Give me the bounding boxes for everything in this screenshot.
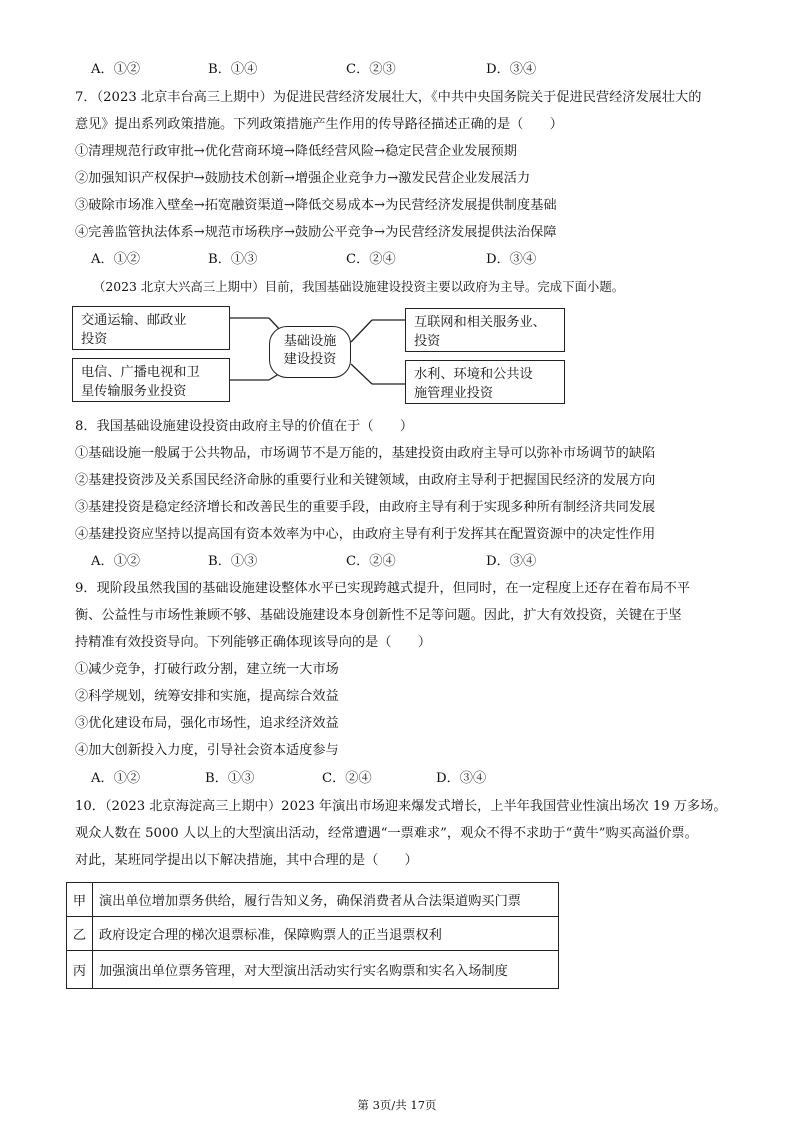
option-a[interactable]: A．①② [91, 771, 141, 786]
option-d[interactable]: D．③④ [486, 62, 537, 77]
q7-stem-line1: 7．（2023 北京丰台高三上期中）为促进民营经济发展壮大，《中共中央国务院关于促进民营经济发展壮大的 [75, 90, 702, 105]
option-b[interactable]: B．①③ [208, 554, 258, 569]
table-row [67, 951, 559, 989]
box-line: 施管理业投资 [414, 386, 494, 401]
q7-item-1: ①清理规范行政审批→优化营商环境→降低经营风险→稳定民营企业发展预期 [75, 144, 517, 159]
row-key: 乙 [67, 917, 93, 951]
table-row [67, 917, 559, 951]
row-text: 政府设定合理的梯次退票标准，保障购票人的正当退票权利 [93, 917, 559, 951]
box-internet-services [405, 308, 565, 352]
q9-item-4: ④加大创新投入力度，引导社会资本适度参与 [75, 743, 339, 758]
box-line: 水利、环境和公共设 [414, 367, 533, 382]
option-d[interactable]: D．③④ [486, 554, 537, 569]
q9-stem-line1: 9．现阶段虽然我国的基础设施建设整体水平已实现跨越式提升，但同时，在一定程度上还存在着布局不平 [75, 581, 691, 596]
option-b[interactable]: B．①④ [208, 62, 258, 77]
q7-item-2: ②加强知识产权保护→鼓励技术创新→增强企业竞争力→激发民营企业发展活力 [75, 171, 531, 186]
box-line: 交通运输、邮政业 [81, 313, 187, 328]
option-c[interactable]: C．②④ [346, 252, 396, 267]
option-c[interactable]: C．②④ [322, 771, 372, 786]
q7-item-3: ③破除市场准入壁垒→拓宽融资渠道→降低交易成本→为民营经济发展提供制度基础 [75, 198, 557, 213]
measures-table [66, 882, 559, 989]
q9-options [91, 770, 551, 788]
prev-options [91, 61, 551, 79]
q10-stem-line1: 10．（2023 北京海淀高三上期中）2023 年演出市场迎来爆发式增长，上半年我国营业性演出场次 19 万多场。 [75, 799, 727, 814]
q8-item-2: ②基建投资涉及关系国民经济命脉的重要行业和关键领域，由政府主导利于把握国民经济的发展方向 [75, 473, 656, 488]
center-line: 建设投资 [283, 352, 337, 367]
box-telecom-broadcast [72, 358, 230, 402]
box-line: 星传输服务业投资 [81, 384, 187, 399]
q7-item-4: ④完善监管执法体系→规范市场秩序→鼓励公平竞争→为民营经济发展提供法治保障 [75, 225, 557, 240]
page-footer: 第 3页/共 17页 [357, 1098, 437, 1112]
q9-item-1: ①减少竞争，打破行政分割，建立统一大市场 [75, 662, 339, 677]
row-key: 甲 [67, 883, 93, 917]
option-c[interactable]: C．②③ [346, 62, 396, 77]
center-line: 基础设施 [283, 334, 337, 349]
q7-stem-line2: 意见》提出系列政策措施。下列政策措施产生作用的传导路径描述正确的是（ ） [75, 117, 563, 132]
option-d[interactable]: D．③④ [436, 771, 487, 786]
option-b[interactable]: B．①③ [205, 771, 255, 786]
q9-stem-line3: 持精准有效投资导向。下列能够正确体现该导向的是（ ） [75, 635, 432, 650]
option-c[interactable]: C．②④ [346, 554, 396, 569]
box-transport-postal [72, 306, 230, 350]
q8-options [91, 553, 551, 571]
box-line: 互联网和相关服务业、 [414, 315, 546, 330]
box-line: 投资 [81, 332, 108, 347]
box-line: 投资 [414, 334, 441, 349]
option-b[interactable]: B．①③ [208, 252, 258, 267]
q8-item-4: ④基建投资应坚持以提高国有资本效率为中心，由政府主导有利于发挥其在配置资源中的决定性作用 [75, 527, 656, 542]
q8-stem: 8．我国基础设施建设投资由政府主导的价值在于（ ） [75, 419, 414, 434]
box-water-environment [405, 360, 565, 404]
q9-stem-line2: 衡、公益性与市场性兼顾不够、基础设施建设本身创新性不足等问题。因此，扩大有效投资，关键在于坚 [75, 608, 682, 623]
q10-stem-line3: 对此，某班同学提出以下解决措施，其中合理的是（ ） [75, 853, 418, 868]
option-d[interactable]: D．③④ [486, 252, 537, 267]
q8-item-3: ③基建投资是稳定经济增长和改善民生的重要手段，由政府主导有利于实现多种所有制经济共同发展 [75, 500, 656, 515]
box-line: 电信、广播电视和卫 [81, 365, 200, 380]
q10-stem-line2: 观众人数在 5000 人以上的大型演出活动，经常遭遇“一票难求”，观众不得不求助于“黄牛”购买高溢价票。 [75, 826, 698, 841]
row-text: 加强演出单位票务管理，对大型演出活动实行实名购票和实名入场制度 [93, 951, 559, 989]
row-key: 丙 [67, 951, 93, 989]
q8-item-1: ①基础设施一般属于公共物品，市场调节不是万能的，基建投资由政府主导可以弥补市场调节的缺陷 [75, 446, 656, 461]
option-a[interactable]: A．①② [91, 252, 141, 267]
center-node [269, 326, 351, 378]
investment-diagram [72, 302, 572, 410]
material-intro: （2023 北京大兴高三上期中）目前，我国基础设施建设投资主要以政府为主导。完成下面小题。 [93, 279, 625, 294]
row-text: 演出单位增加票务供给，履行告知义务，确保消费者从合法渠道购买门票 [93, 883, 559, 917]
option-a[interactable]: A．①② [91, 554, 141, 569]
option-a[interactable]: A．①② [91, 62, 141, 77]
table-row [67, 883, 559, 917]
q9-item-2: ②科学规划，统筹安排和实施，提高综合效益 [75, 689, 339, 704]
q7-options [91, 251, 551, 269]
q9-item-3: ③优化建设布局，强化市场性，追求经济效益 [75, 716, 339, 731]
